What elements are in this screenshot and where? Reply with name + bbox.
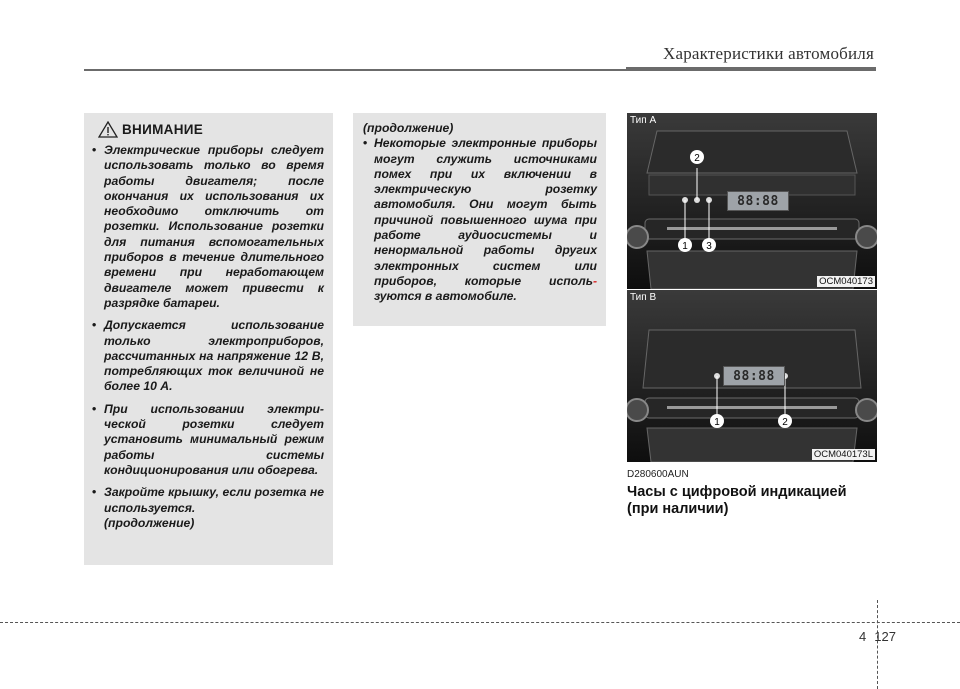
section-code: D280600AUN (627, 469, 689, 480)
warning-bullet: • Допускается использование только электроприборов, рассчитанных на напряжение 12 В, потребляющих ток величиной не более 10 А. (92, 318, 324, 394)
callout-1: 1 (714, 417, 720, 428)
warning-bullet: • Электрические приборы следует использовать только во время работы двигателя; после окончания их использования их необходимо отключить от розетки. Использование розетки для питания вспомогательных приборов в течение длительного времени при неработающем двигателе может привести к разрядке батареи. (92, 143, 324, 311)
warning-box (84, 113, 333, 565)
figure-code-a: OCM040173 (819, 276, 873, 287)
warning-bullet: • При использовании электри-ческой розетки следует установить минимальный режим работы системы кондиционирования или обогрева. (92, 402, 324, 478)
type-a-label: Тип А (630, 115, 657, 126)
continued-text: Некоторые электронные приборы могут служить источниками помех при их включении в электрическую розетку автомобиля. Они могут быть причиной повышенного шума при работе аудиосистемы и ненормальной работы других электронных систем или приборов, которые исполь (374, 136, 597, 288)
callout-2: 2 (694, 153, 700, 164)
section-title (627, 484, 847, 518)
warning-bullet (92, 485, 324, 531)
running-header: Характеристики автомобиля (663, 44, 874, 63)
continued-bullet (363, 136, 597, 304)
warning-bullet-text: Закройте крышку, если розетка не используется. (104, 485, 324, 515)
footer-rule (0, 622, 960, 623)
clock-digits-b: 88:88 (733, 368, 775, 384)
clock-digits-a: 88:88 (737, 193, 779, 209)
callout-layer-a (627, 113, 877, 289)
continued-note: (продолжение) (104, 515, 195, 530)
callout-3: 3 (706, 241, 712, 252)
continued-box (353, 113, 606, 326)
figure-code-b: OCM040173L (813, 449, 873, 460)
warning-title: ВНИМАНИЕ (122, 122, 204, 137)
callout-2: 2 (782, 417, 788, 428)
callout-1: 1 (682, 241, 688, 252)
section-title-line1: Часы с цифровой индикацией (627, 484, 847, 500)
figure-type-a (627, 113, 877, 289)
page-number-value: 127 (874, 629, 896, 644)
warning-heading (98, 121, 203, 138)
continued-heading: (продолжение) (363, 121, 454, 135)
section-title-line2: (при наличии) (627, 501, 729, 517)
type-b-label: Тип В (630, 292, 657, 303)
hyphen-mark: - (592, 273, 597, 288)
continued-text-end: зуются в автомобиле. (374, 289, 517, 304)
warning-triangle-icon (98, 121, 118, 138)
footer-divider (877, 600, 878, 689)
chapter-number: 4 (859, 629, 867, 644)
header-rule-accent (626, 67, 876, 71)
figure-type-b (627, 290, 877, 462)
page-number (859, 629, 896, 644)
warning-list (92, 143, 324, 538)
callout-layer-b (627, 290, 877, 462)
